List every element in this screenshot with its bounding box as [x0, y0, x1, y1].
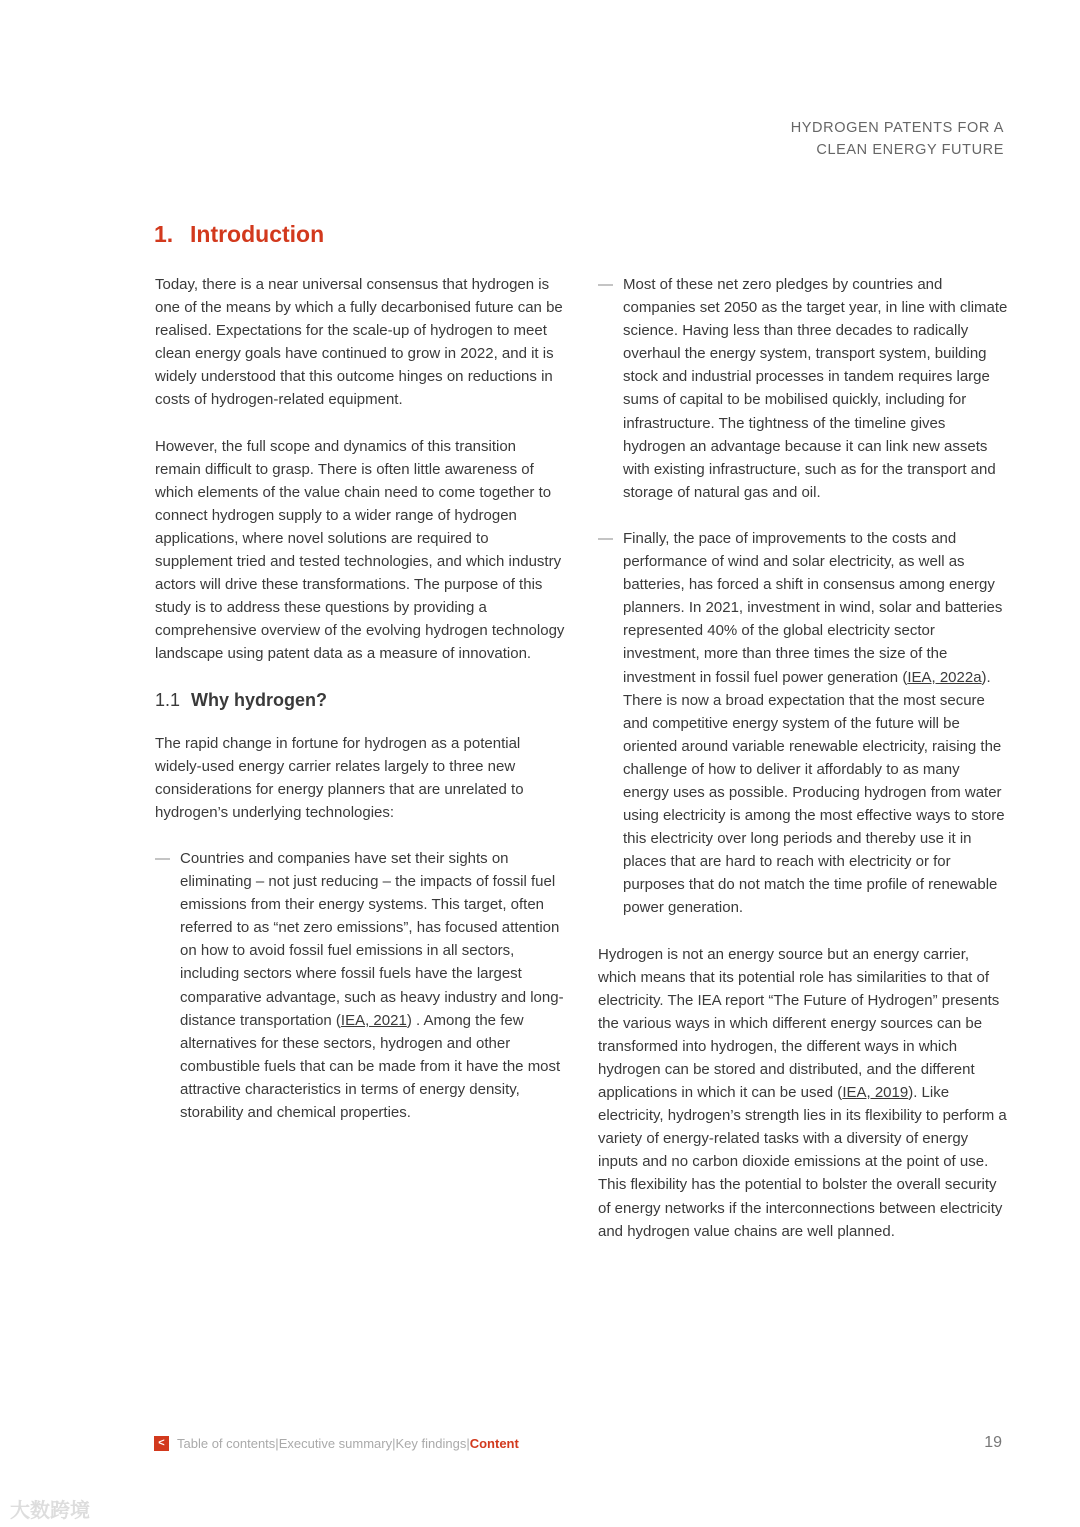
separator: |: [466, 1436, 470, 1451]
watermark: 大数跨境: [10, 1500, 90, 1522]
page-number: 19: [984, 1434, 1002, 1451]
bullet-text: Countries and companies have set their sights on eliminating – not just reducing – the impacts of fossil fuel emissions from their energy systems. This target, often referred to as “net zero emissions”, has focused attention on how to avoid fossil fuel emissions in all sectors, including sectors where fossil fuels have the largest comparative advantage, such as heavy industry and long-distance transportation (: [180, 849, 564, 1029]
right-column: [598, 273, 1008, 1266]
header-line-1: HYDROGEN PATENTS FOR A: [790, 120, 1004, 136]
header-line-2: CLEAN ENERGY FUTURE: [816, 142, 1004, 158]
separator: |: [275, 1436, 279, 1451]
paragraph-text: Hydrogen is not an energy source but an energy carrier, which means that its potential role has similarities to that of electricity. The IEA report “The Future of Hydrogen” presents the various ways in which different energy sources can be transformed into hydrogen, the different ways in which hydrogen can be stored and distributed, and the different applications in which it can be used (: [598, 945, 1000, 1102]
separator: |: [392, 1436, 396, 1451]
section-heading: [154, 221, 324, 248]
paragraph: [598, 943, 1008, 1243]
running-header: [791, 117, 1004, 161]
nav-executive-summary[interactable]: Executive summary: [278, 1436, 393, 1451]
nav-table-of-contents[interactable]: Table of contents: [177, 1436, 276, 1451]
section-number: 1.: [154, 221, 174, 247]
citation-link[interactable]: IEA, 2021: [340, 1011, 407, 1029]
subsection-heading: [155, 689, 565, 712]
nav-key-findings[interactable]: Key findings: [395, 1436, 467, 1451]
subsection-title: Why hydrogen?: [191, 689, 327, 710]
bullet-text: ). There is now a broad expectation that the most secure and competitive energy system of the future will be oriented around variable renewable electricity, raising the challenge of how to deliver it affordably to as many energy uses as possible. Producing hydrogen from water using electricity is among the most effective ways to store this electricity over long periods and thereby use it in places that are hard to reach with electricity or for purposes that do not match the time profile of renewable power generation.: [623, 668, 1005, 917]
footer-nav: [154, 1436, 519, 1451]
nav-content[interactable]: Content: [469, 1436, 519, 1451]
dash-icon: —: [155, 849, 170, 867]
section-title: Introduction: [190, 221, 325, 247]
dash-icon: —: [598, 529, 613, 547]
paragraph-text: ). Like electricity, hydrogen’s strength lies in its flexibility to perform a variety of energy-related tasks with a diversity of energy inputs and no carbon dioxide emissions at the point of use. This flexibility has the potential to bolster the overall security of energy networks if the interconnections between electricity and hydrogen value chains are well planned.: [598, 1084, 1007, 1240]
citation-link[interactable]: IEA, 2019: [842, 1084, 909, 1102]
bullet-text: ) . Among the few alternatives for these sectors, hydrogen and other combustible fuels that can be made from it have the most attractive characteristics in terms of energy density, storability and chemical properties.: [180, 1011, 561, 1121]
bullet-text: Finally, the pace of improvements to the costs and performance of wind and solar electricity, as well as batteries, has forced a shift in consensus among energy planners. In 2021, investment in wind, solar and batteries represented 40% of the global electricity sector investment, more than three times the size of the investment in fossil fuel power generation (: [623, 529, 1003, 686]
paragraph: Today, there is a near universal consensus that hydrogen is one of the means by which a fully decarbonised future can be realised. Expectations for the scale-up of hydrogen to meet clean energy goals have continued to grow in 2022, and it is widely understood that this outcome hinges on reductions in costs of hydrogen-related equipment.: [155, 276, 563, 409]
bullet-item: [598, 527, 1008, 920]
citation-link[interactable]: IEA, 2022a: [907, 668, 982, 686]
paragraph: However, the full scope and dynamics of this transition remain difficult to grasp. There is often little awareness of which elements of the value chain need to come together to connect hydrogen supply to a wider range of hydrogen applications, where novel solutions are required to supplement tried and tested technologies, and which industry actors will drive these transformations. The purpose of this study is to address these questions by providing a comprehensive overview of the evolving hydrogen technology landscape using patent data as a measure of innovation.: [155, 437, 565, 663]
left-column: [155, 273, 565, 1147]
bullet-item: [155, 847, 565, 1124]
bullet-item: [598, 273, 1008, 504]
bullet-text: Most of these net zero pledges by countries and companies set 2050 as the target year, in line with climate science. Having less than three decades to radically overhaul the energy system, transport system, building stock and industrial processes in tandem requires large sums of capital to be mobilised quickly, including for infrastructure. The tightness of the timeline gives hydrogen an advantage because it can link new assets with existing infrastructure, such as for the transport and storage of natural gas and oil.: [623, 276, 1008, 501]
back-arrow-icon[interactable]: <: [154, 1436, 169, 1451]
dash-icon: —: [598, 276, 613, 293]
subsection-number: 1.1: [155, 689, 181, 710]
paragraph: The rapid change in fortune for hydrogen as a potential widely-used energy carrier relates largely to three new considerations for energy planners that are unrelated to hydrogen’s underlying technologies:: [155, 734, 524, 821]
